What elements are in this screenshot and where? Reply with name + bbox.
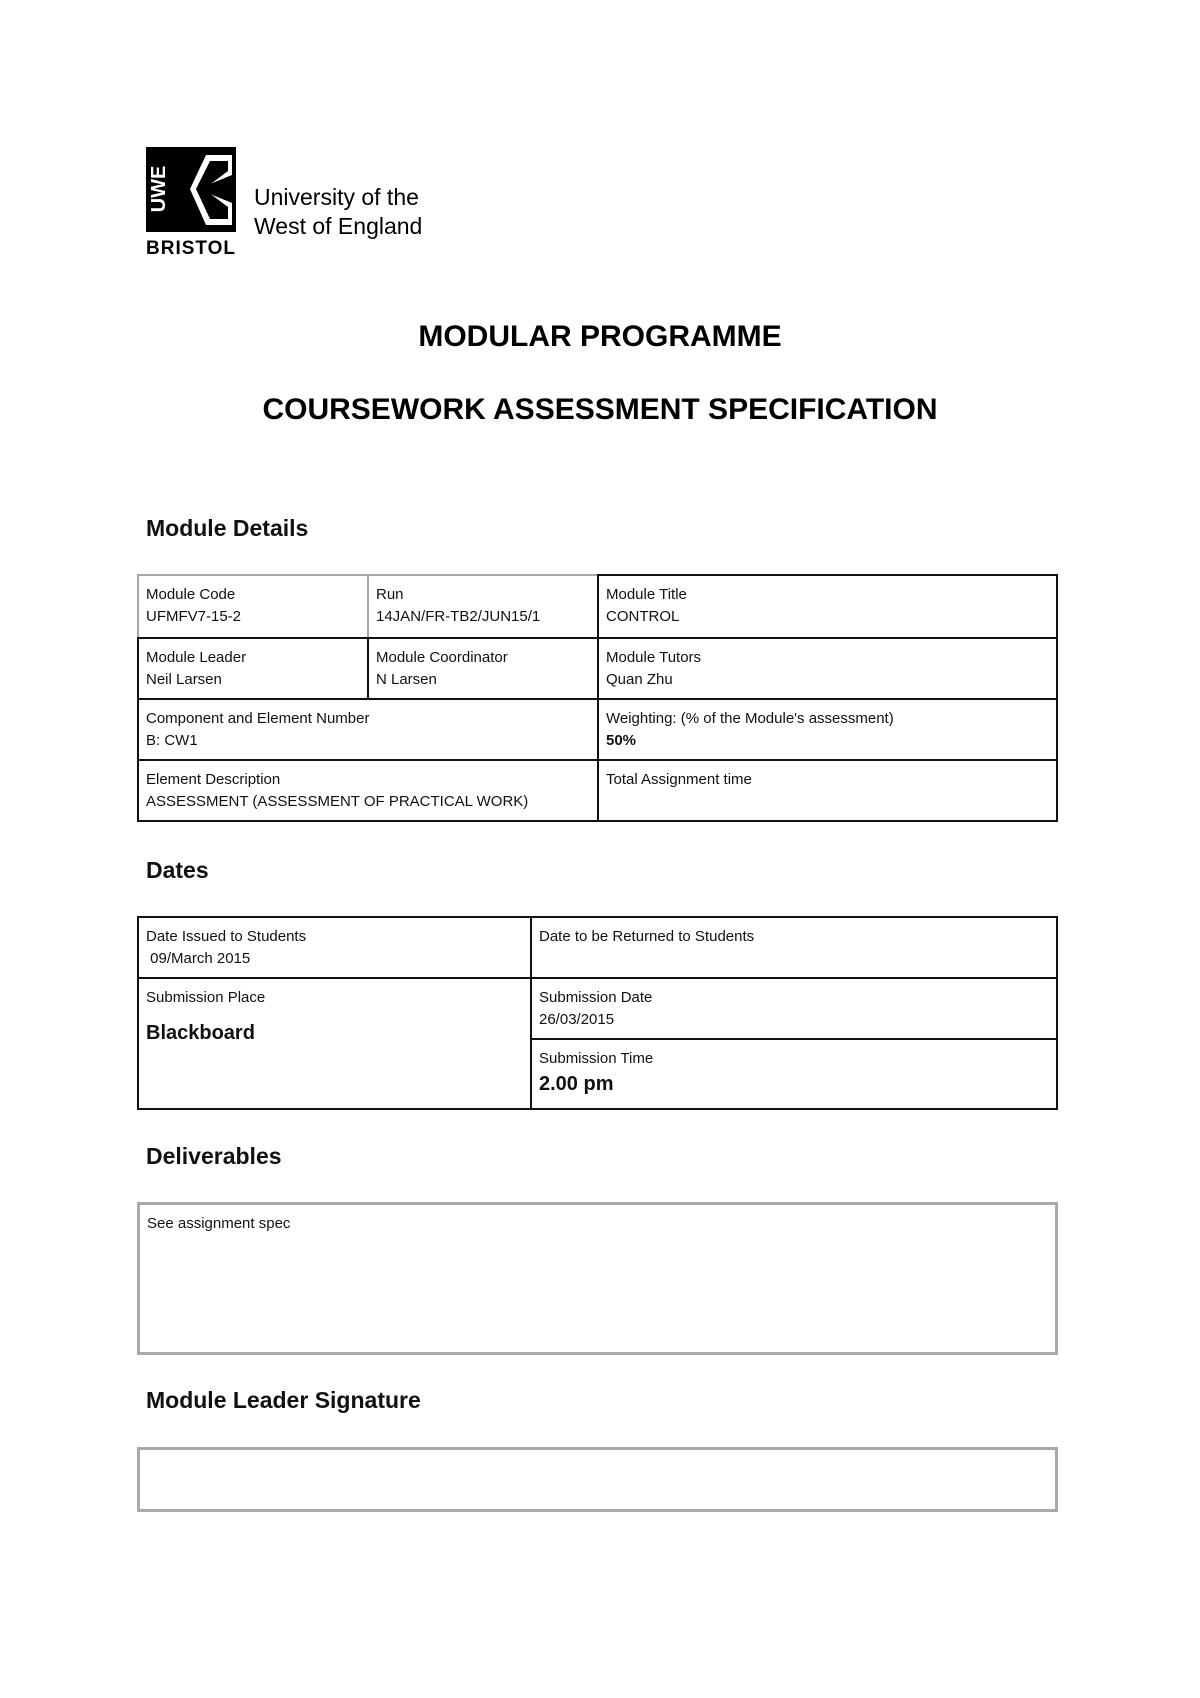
module-leader-label: Module Leader [146, 649, 247, 666]
module-code-cell [137, 574, 369, 639]
date-issued-label: Date Issued to Students [146, 928, 307, 945]
submission-time-label: Submission Time [539, 1050, 654, 1067]
deliverables-box [137, 1202, 1058, 1355]
submission-date-cell [530, 977, 1058, 1040]
module-coordinator-value: N Larsen [376, 671, 437, 688]
component-value: B: CW1 [146, 732, 198, 749]
logo-university-name [254, 183, 422, 241]
element-description-cell [137, 759, 599, 822]
module-coordinator-label: Module Coordinator [376, 649, 508, 666]
module-leader-value: Neil Larsen [146, 671, 222, 688]
submission-date-label: Submission Date [539, 989, 653, 1006]
submission-place-label: Submission Place [146, 989, 266, 1006]
logo-mark-text: UWE [148, 165, 170, 213]
component-cell [137, 698, 599, 761]
date-issued-cell [137, 916, 532, 979]
logo-line-2: West of England [254, 213, 423, 239]
submission-place-cell [137, 977, 532, 1110]
uwe-logo [146, 147, 466, 262]
run-value: 14JAN/FR-TB2/JUN15/1 [376, 608, 541, 625]
page-title-spec: COURSEWORK ASSESSMENT SPECIFICATION [262, 393, 938, 426]
total-time-cell [597, 759, 1058, 822]
weighting-label: Weighting: (% of the Module's assessment) [606, 710, 894, 727]
submission-place-value: Blackboard [146, 1022, 255, 1044]
submission-date-value: 26/03/2015 [539, 1011, 615, 1028]
element-description-label: Element Description [146, 771, 281, 788]
date-issued-value: 09/March 2015 [146, 950, 251, 967]
logo-bristol-text: BRISTOL [146, 238, 237, 259]
weighting-value: 50% [606, 732, 637, 749]
weighting-cell [597, 698, 1058, 761]
section-heading-dates: Dates [146, 857, 209, 883]
module-tutors-cell [597, 637, 1058, 700]
module-tutors-value: Quan Zhu [606, 671, 673, 688]
date-returned-cell [530, 916, 1058, 979]
module-coordinator-cell [367, 637, 599, 700]
submission-time-cell [530, 1038, 1058, 1110]
run-label: Run [376, 586, 404, 603]
date-returned-label: Date to be Returned to Students [539, 928, 755, 945]
page-title-programme: MODULAR PROGRAMME [418, 320, 782, 353]
module-code-value: UFMFV7-15-2 [146, 608, 242, 625]
module-title-cell [597, 574, 1058, 639]
module-tutors-label: Module Tutors [606, 649, 702, 666]
uwe-logo-mark [146, 147, 236, 232]
logo-line-1: University of the [254, 184, 419, 210]
total-time-label: Total Assignment time [606, 771, 752, 788]
deliverables-text: See assignment spec [147, 1215, 291, 1232]
component-label: Component and Element Number [146, 710, 370, 727]
section-heading-deliverables: Deliverables [146, 1143, 282, 1169]
module-title-label: Module Title [606, 586, 687, 603]
section-heading-signature: Module Leader Signature [146, 1387, 421, 1413]
run-cell [367, 574, 599, 639]
submission-time-value: 2.00 pm [539, 1073, 614, 1095]
element-description-value: ASSESSMENT (ASSESSMENT OF PRACTICAL WORK) [146, 793, 529, 810]
section-heading-module-details: Module Details [146, 515, 309, 541]
module-code-label: Module Code [146, 586, 236, 603]
signature-box [137, 1447, 1058, 1512]
module-title-value: CONTROL [606, 608, 680, 625]
module-leader-cell [137, 637, 369, 700]
